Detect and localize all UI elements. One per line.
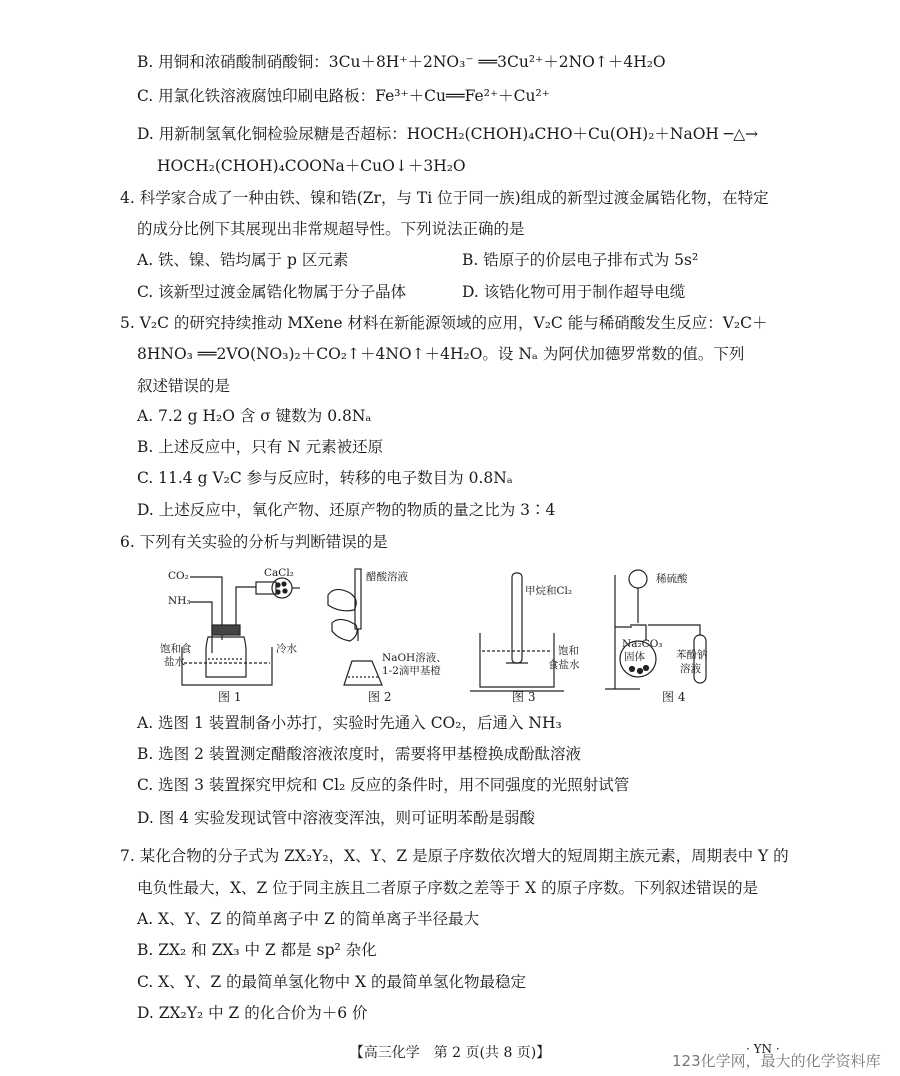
- question-7-line2: 电负性最大，X、Z 位于同主族且二者原子序数之差等于 X 的原子序数。下列叙述错误的是: [137, 879, 759, 897]
- option-5d: D. 上述反应中，氧化产物、还原产物的物质的量之比为 3∶4: [137, 501, 556, 519]
- fig3-brine-label-2: 食盐水: [548, 659, 580, 671]
- fig4-acid-label: 稀硫酸: [656, 573, 688, 585]
- fig1-co2-label: CO₂: [168, 570, 189, 582]
- fig1-brine-label-1: 饱和食: [160, 643, 192, 655]
- fig4-phenol-label-1: 苯酚钠: [676, 649, 708, 661]
- experiment-figures: [160, 565, 720, 710]
- fig4-carbonate-label: Na₂CO₃: [622, 638, 663, 650]
- option-5c: C. 11.4 g V₂C 参与反应时，转移的电子数目为 0.8Nₐ: [137, 469, 513, 487]
- option-4c: C. 该新型过渡金属锆化物属于分子晶体: [137, 283, 407, 301]
- option-7b: B. ZX₂ 和 ZX₃ 中 Z 都是 sp² 杂化: [137, 941, 377, 959]
- fig2-acid-label: 醋酸溶液: [366, 571, 408, 583]
- option-3b: B. 用铜和浓硝酸制硝酸铜：3Cu＋8H⁺＋2NO₃⁻ ══3Cu²⁺＋2NO↑＋4H₂O: [137, 53, 666, 71]
- fig1-nh3-label: NH₃: [168, 595, 191, 607]
- fig1-caption: 图 1: [218, 690, 242, 704]
- fig2-naoh-label: NaOH溶液、: [382, 652, 447, 664]
- question-5-line3: 叙述错误的是: [137, 377, 231, 395]
- option-4d: D. 该锆化物可用于制作超导电缆: [462, 283, 686, 301]
- fig3-caption: 图 3: [512, 690, 536, 704]
- fig1-apparatus: [182, 577, 300, 685]
- region-tag: · YN ·: [746, 1042, 780, 1056]
- option-3c: C. 用氯化铁溶液腐蚀印刷电路板：Fe³⁺＋Cu══Fe²⁺＋Cu²⁺: [137, 87, 550, 105]
- option-5b: B. 上述反应中，只有 N 元素被还原: [137, 438, 384, 456]
- fig4-solid-label: 固体: [624, 651, 645, 663]
- option-4b: B. 锆原子的价层电子排布式为 5s²: [462, 251, 699, 269]
- option-7a: A. X、Y、Z 的简单离子中 Z 的简单离子半径最大: [137, 910, 480, 928]
- question-4-line1: 4. 科学家合成了一种由铁、镍和锆(Zr，与 Ti 位于同一族)组成的新型过渡金属锆化物，在特定: [120, 189, 769, 207]
- question-7-line1: 7. 某化合物的分子式为 ZX₂Y₂，X、Y、Z 是原子序数依次增大的短周期主族元素，周期表中 Y 的: [120, 847, 789, 865]
- option-6d: D. 图 4 实验发现试管中溶液变浑浊，则可证明苯酚是弱酸: [137, 809, 535, 827]
- fig2-apparatus: [328, 569, 382, 685]
- fig2-indicator-label: 1-2滴甲基橙: [382, 665, 441, 677]
- option-4a: A. 铁、镍、锆均属于 p 区元素: [137, 251, 349, 269]
- question-6: 6. 下列有关实验的分析与判断错误的是: [120, 533, 388, 551]
- question-4-line2: 的成分比例下其展现出非常规超导性。下列说法正确的是: [137, 220, 525, 238]
- fig3-brine-label-1: 饱和: [558, 645, 579, 657]
- fig2-caption: 图 2: [368, 690, 392, 704]
- option-5a: A. 7.2 g H₂O 含 σ 键数为 0.8Nₐ: [137, 407, 372, 425]
- option-6a: A. 选图 1 装置制备小苏打，实验时先通入 CO₂，后通入 NH₃: [137, 714, 562, 732]
- fig4-phenol-label-2: 溶液: [680, 663, 701, 675]
- option-3d-cont: HOCH₂(CHOH)₄COONa＋CuO↓＋3H₂O: [157, 157, 466, 175]
- fig1-coldwater-label: 冷水: [276, 643, 297, 655]
- question-5-line2: 8HNO₃ ══2VO(NO₃)₂＋CO₂↑＋4NO↑＋4H₂O。设 Nₐ 为阿伏加德罗常数的值。下列: [137, 345, 745, 363]
- fig1-cacl2-label: CaCl₂: [264, 567, 294, 579]
- option-7d: D. ZX₂Y₂ 中 Z 的化合价为＋6 价: [137, 1004, 368, 1022]
- option-6c: C. 选图 3 装置探究甲烷和 Cl₂ 反应的条件时，用不同强度的光照射试管: [137, 776, 630, 794]
- question-5-line1: 5. V₂C 的研究持续推动 MXene 材料在新能源领域的应用，V₂C 能与稀硝酸发生反应：V₂C＋: [120, 314, 768, 332]
- fig3-gas-label: 甲烷和Cl₂: [525, 585, 573, 597]
- watermark: 123化学网，最大的化学资料库: [672, 1052, 881, 1070]
- option-6b: B. 选图 2 装置测定醋酸溶液浓度时，需要将甲基橙换成酚酞溶液: [137, 745, 581, 763]
- page-footer: 【高三化学 第 2 页(共 8 页)】: [349, 1045, 551, 1061]
- option-3d: D. 用新制氢氧化铜检验尿糖是否超标：HOCH₂(CHOH)₄CHO＋Cu(OH)₂＋NaOH ─△→: [137, 125, 759, 143]
- fig1-brine-label-2: 盐水: [164, 656, 185, 668]
- option-7c: C. X、Y、Z 的最简单氢化物中 X 的最简单氢化物最稳定: [137, 973, 527, 991]
- fig4-caption: 图 4: [662, 690, 686, 704]
